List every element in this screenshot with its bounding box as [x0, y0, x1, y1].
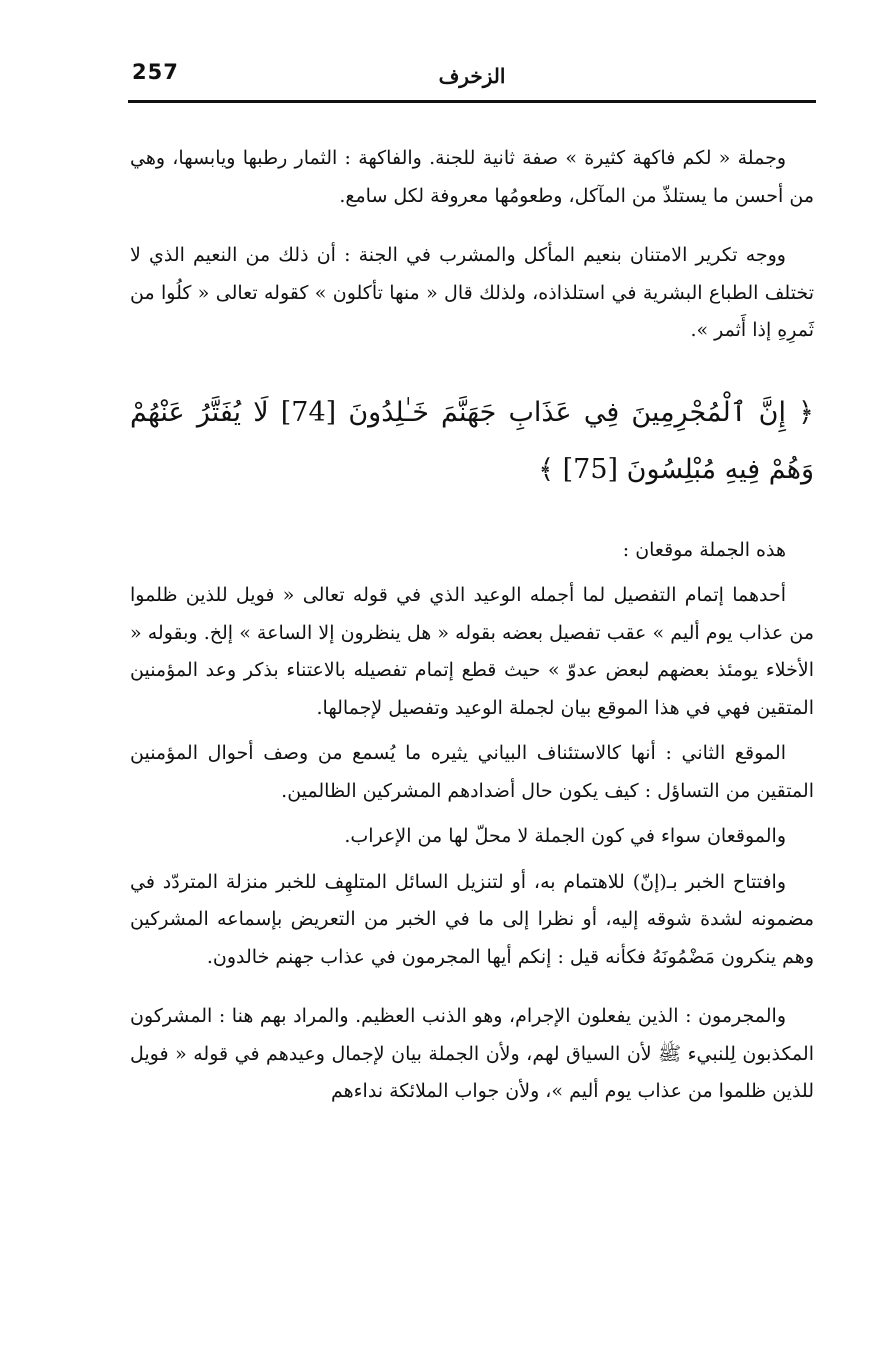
- page-header: [128, 58, 816, 98]
- paragraph-two-positions: هذه الجملة موقعان :: [622, 538, 786, 561]
- paragraph-fruit: وجملة « لكم فاكهة كثيرة » صفة ثانية للجنة. والفاكهة : الثمار رطبها ويابسها، وهي من أحسن ما يستلذّ من المآكل، وطعومُها معروفة لكل سامع.: [130, 147, 814, 207]
- page-number: 257: [132, 60, 179, 84]
- page-body: [130, 140, 814, 1111]
- paragraph-repetition: ووجه تكرير الامتنان بنعيم المأكل والمشرب في الجنة : أن ذلك من النعيم الذي لا تختلف الطباع البشرية في استلذاذه، ولذلك قال « منها تأكلون » كقوله تعالى « كلُوا من ثَمرِهِ إذا أَثمر ».: [130, 244, 814, 341]
- paragraph-second-position: الموقع الثاني : أنها كالاستئناف البياني يثيره ما يُسمع من وصف أحوال المؤمنين المتقين من التساؤل : كيف يكون حال أضدادهم المشركين الظالمين.: [130, 742, 814, 802]
- paragraph-parsing: والموقعان سواء في كون الجملة لا محلّ لها من الإعراب.: [344, 825, 786, 847]
- quran-verse: ﴿ إِنَّ ٱلْمُجْرِمِينَ فِي عَذَابِ جَهَنَّمَ خَـٰلِدُونَ [74] لَا يُفَتَّرُ عَنْهُمْ وَهُمْ فِيهِ مُبْلِسُونَ [75] ﴾: [130, 396, 814, 485]
- header-rule: [128, 100, 816, 103]
- running-title: الزخرف: [438, 64, 506, 88]
- paragraph-criminals: والمجرمون : الذين يفعلون الإجرام، وهو الذنب العظيم. والمراد بهم هنا : المشركون المكذبون لِلنبيء ﷺ لأن السياق لهم، ولأن الجملة بيان لإجمال وعيدهم في قوله « فويل للذين ظلموا من عذاب يوم أليم »، ولأن جواب الملائكة نداءهم: [130, 1005, 814, 1102]
- paragraph-first-position: أحدهما إتمام التفصيل لما أجمله الوعيد الذي في قوله تعالى « فويل للذين ظلموا من عذاب يوم أليم » عقب تفصيل بعضه بقوله « هل ينظرون إلا الساعة » إلخ. وبقوله « الأخلاء يومئذ بعضهم لبعض عدوّ » حيث قطع إتمام تفصيله بالاعتناء بذكر وعد المؤمنين المتقين فهي في هذا الموقع بيان لجملة الوعيد وتفصيل لإجمالها.: [130, 584, 814, 719]
- paragraph-emphasis: وافتتاح الخبر بـ(إنّ) للاهتمام به، أو لتنزيل السائل المتلهِف للخبر منزلة المتردّد في مضمونه لشدة شوقه إليه، أو نظرا إلى ما في الخبر من التعريض بإسماعه المشركين وهم ينكرون مَضْمُونَهُ فكأنه قيل : إنكم أيها المجرمون في عذاب جهنم خالدون.: [130, 870, 814, 968]
